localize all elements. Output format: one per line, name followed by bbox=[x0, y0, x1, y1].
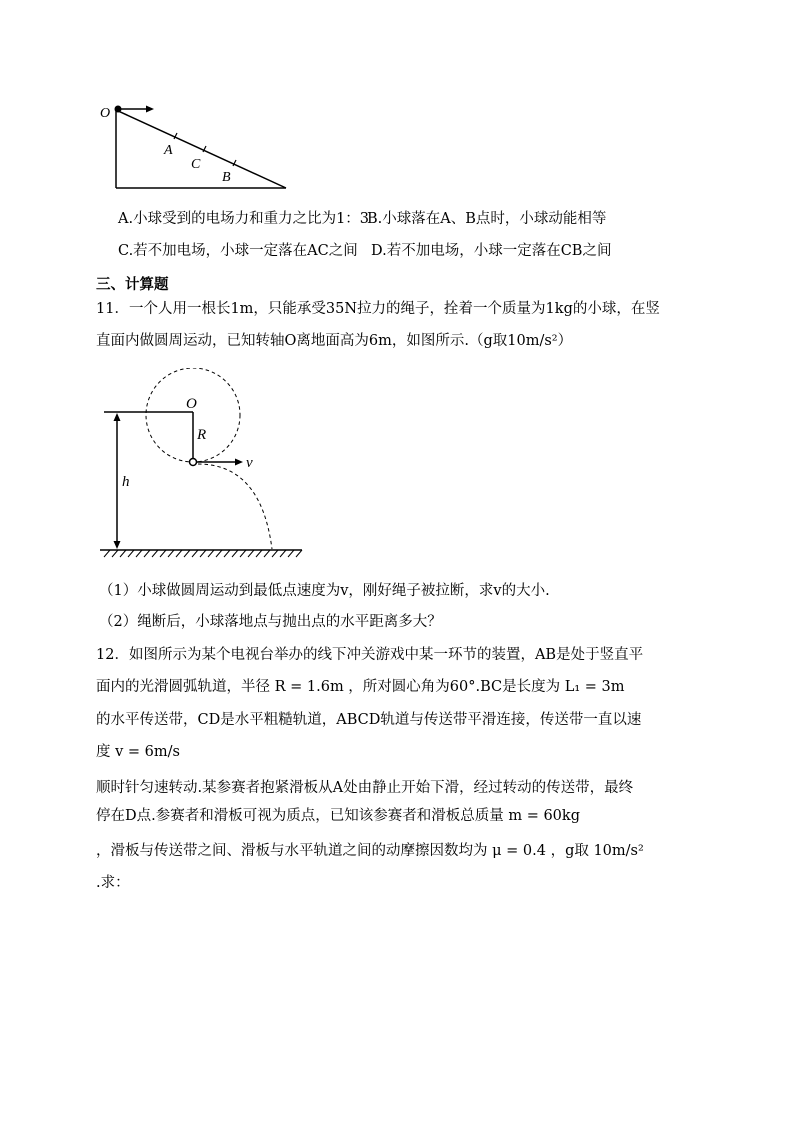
q12-line-1: 12．如图所示为某个电视台举办的线下冲关游戏中某一环节的装置，AB是处于竖直平 bbox=[96, 647, 644, 663]
trajectory-curve bbox=[198, 464, 272, 549]
label-a: A bbox=[164, 143, 173, 158]
section-title: 三、计算题 bbox=[96, 276, 169, 293]
label-v: v bbox=[246, 455, 253, 471]
q10-option-b: B.小球落在A、B点时，小球动能相等 bbox=[367, 211, 607, 227]
q10-option-d: D.若不加电场，小球一定落在CB之间 bbox=[371, 243, 612, 259]
q12-line-2: 面内的光滑圆弧轨道，半径 R = 1.6m ，所对圆心角为60°.BC是长度为 L₁ = 3m bbox=[96, 679, 625, 695]
label-h: h bbox=[122, 474, 130, 490]
q12-line-6: 停在D点.参赛者和滑板可视为质点，已知该参赛者和滑板总质量 m = 60kg bbox=[96, 808, 580, 824]
label-o: O bbox=[100, 106, 111, 121]
q12-line-7: ，滑板与传送带之间、滑板与水平轨道之间的动摩擦因数均为 μ = 0.4 ，g取 10m/s² bbox=[96, 843, 644, 859]
arrow-head-icon bbox=[235, 459, 243, 466]
q11-sub-2: （2）绳断后，小球落地点与抛出点的水平距离多大？ bbox=[99, 614, 442, 630]
label-o: O bbox=[186, 396, 197, 412]
label-c: C bbox=[191, 157, 201, 172]
q12-line-5: 顺时针匀速转动.某参赛者抱紧滑板从A处由静止开始下滑，经过转动的传送带，最终 bbox=[96, 780, 634, 796]
q10-option-a: A.小球受到的电场力和重力之比为1：3 bbox=[118, 211, 370, 227]
q12-line-4: 度 v = 6m/s bbox=[96, 744, 180, 760]
label-b: B bbox=[222, 170, 231, 185]
q10-option-c: C.若不加电场，小球一定落在AC之间 bbox=[118, 243, 358, 259]
q11-line-1: 11．一个人用一根长1m，只能承受35N拉力的绳子，拴着一个质量为1kg的小球，在竖 bbox=[96, 301, 660, 317]
arrow-head-icon bbox=[146, 106, 154, 113]
incline-line bbox=[116, 110, 286, 188]
ball bbox=[190, 459, 197, 466]
q12-line-8: .求： bbox=[96, 875, 130, 891]
incline-figure bbox=[96, 96, 296, 196]
q11-sub-1: （1）小球做圆周运动到最低点速度为v，刚好绳子被拉断，求v的大小. bbox=[99, 583, 550, 599]
height-arrow-bottom-icon bbox=[114, 541, 121, 549]
height-arrow-top-icon bbox=[114, 413, 121, 421]
q12-line-3: 的水平传送带，CD是水平粗糙轨道，ABCD轨道与传送带平滑连接，传送带一直以速 bbox=[96, 712, 642, 728]
label-r: R bbox=[197, 427, 207, 443]
ball-o bbox=[115, 106, 122, 113]
ground-hatching bbox=[104, 550, 302, 557]
q11-line-2: 直面内做圆周运动，已知转轴O离地面高为6m，如图所示.（g取10m/s²） bbox=[96, 333, 573, 349]
circle-motion-figure bbox=[96, 368, 310, 564]
